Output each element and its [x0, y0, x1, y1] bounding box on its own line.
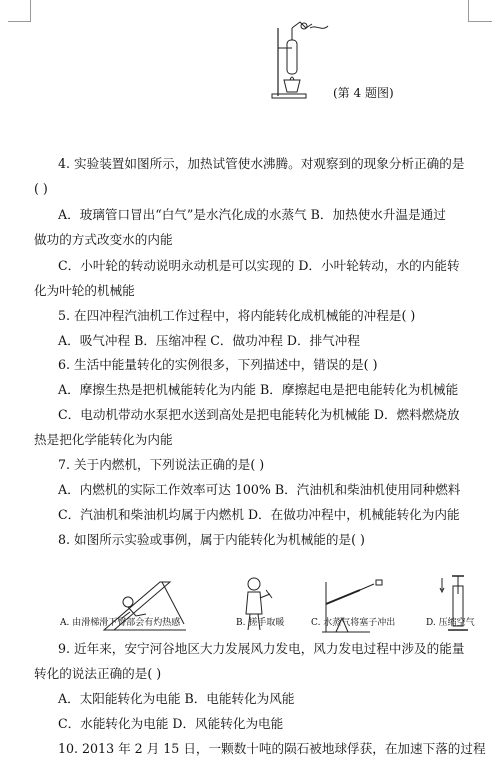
q7-option-ab: A．内燃机的实际工作效率可达 100% B．汽油机和柴油机使用同种燃料	[58, 482, 461, 497]
q5-stem: 5. 在四冲程汽油机工作过程中，将内能转化成机械能的冲程是( )	[58, 308, 416, 323]
q4-stem: 4. 实验装置如图所示，加热试管使水沸腾。对观察到的现象分析正确的是	[58, 156, 465, 171]
q9-stem-cont: 转化的说法正确的是( )	[34, 666, 162, 681]
q6-option-d-cont: 热是把化学能转化为内能	[34, 432, 173, 447]
q7-stem: 7. 关于内燃机，下列说法正确的是( )	[58, 457, 265, 472]
figure-8b-caption: B. 搓手取暖	[236, 618, 285, 628]
q4-option-ab: A．玻璃管口冒出“白气”是水汽化成的水蒸气 B．加热使水升温是通过	[58, 207, 446, 222]
figure-4-caption: (第 4 题图)	[333, 86, 394, 100]
q9-stem: 9. 近年来，安宁河谷地区大力发展风力发电，风力发电过程中涉及的能量	[58, 641, 465, 656]
crop-mark-right-h	[468, 21, 492, 22]
figure-8d-caption: D. 压缩空气	[426, 618, 475, 628]
q5-options: A．吸气冲程 B．压缩冲程 C．做功冲程 D．排气冲程	[58, 333, 360, 348]
figure-8a-caption: A. 由滑梯滑下臀部会有灼热感	[60, 618, 181, 628]
crop-mark-left	[30, 0, 31, 22]
q7-option-cd: C．汽油机和柴油机均属于内燃机 D．在做功冲程中，机械能转化为内能	[58, 507, 460, 522]
q9-option-ab: A．太阳能转化为电能 B．电能转化为风能	[58, 691, 295, 706]
q8-stem: 8. 如图所示实验或事例，属于内能转化为机械能的是( )	[58, 532, 365, 547]
crop-mark-left-h	[8, 21, 31, 22]
q6-option-ab: A．摩擦生热是把机械能转化为内能 B．摩擦起电是把电能转化为机械能	[58, 382, 459, 397]
q9-option-cd: C．水能转化为电能 D．风能转化为电能	[58, 716, 284, 731]
crop-mark-right	[468, 0, 469, 22]
q4-option-d-cont: 化为叶轮的机械能	[34, 283, 135, 298]
q10-stem: 10. 2013 年 2 月 15 日，一颗数十吨的陨石被地球俘获，在加速下落的过程	[58, 741, 486, 756]
figure-4-apparatus	[270, 18, 330, 100]
figure-8c-caption: C. 水蒸气将塞子冲出	[311, 618, 396, 628]
q6-stem: 6. 生活中能量转化的实例很多，下列描述中，错误的是( )	[58, 357, 378, 372]
q4-option-b-cont: 做功的方式改变水的内能	[34, 232, 173, 247]
q4-option-cd: C．小叶轮的转动说明永动机是可以实现的 D．小叶轮转动，水的内能转	[58, 258, 460, 273]
q4-blank: ( )	[34, 181, 48, 196]
q6-option-cd: C．电动机带动水泵把水送到高处是把电能转化为机械能 D．燃料燃烧放	[58, 407, 460, 422]
